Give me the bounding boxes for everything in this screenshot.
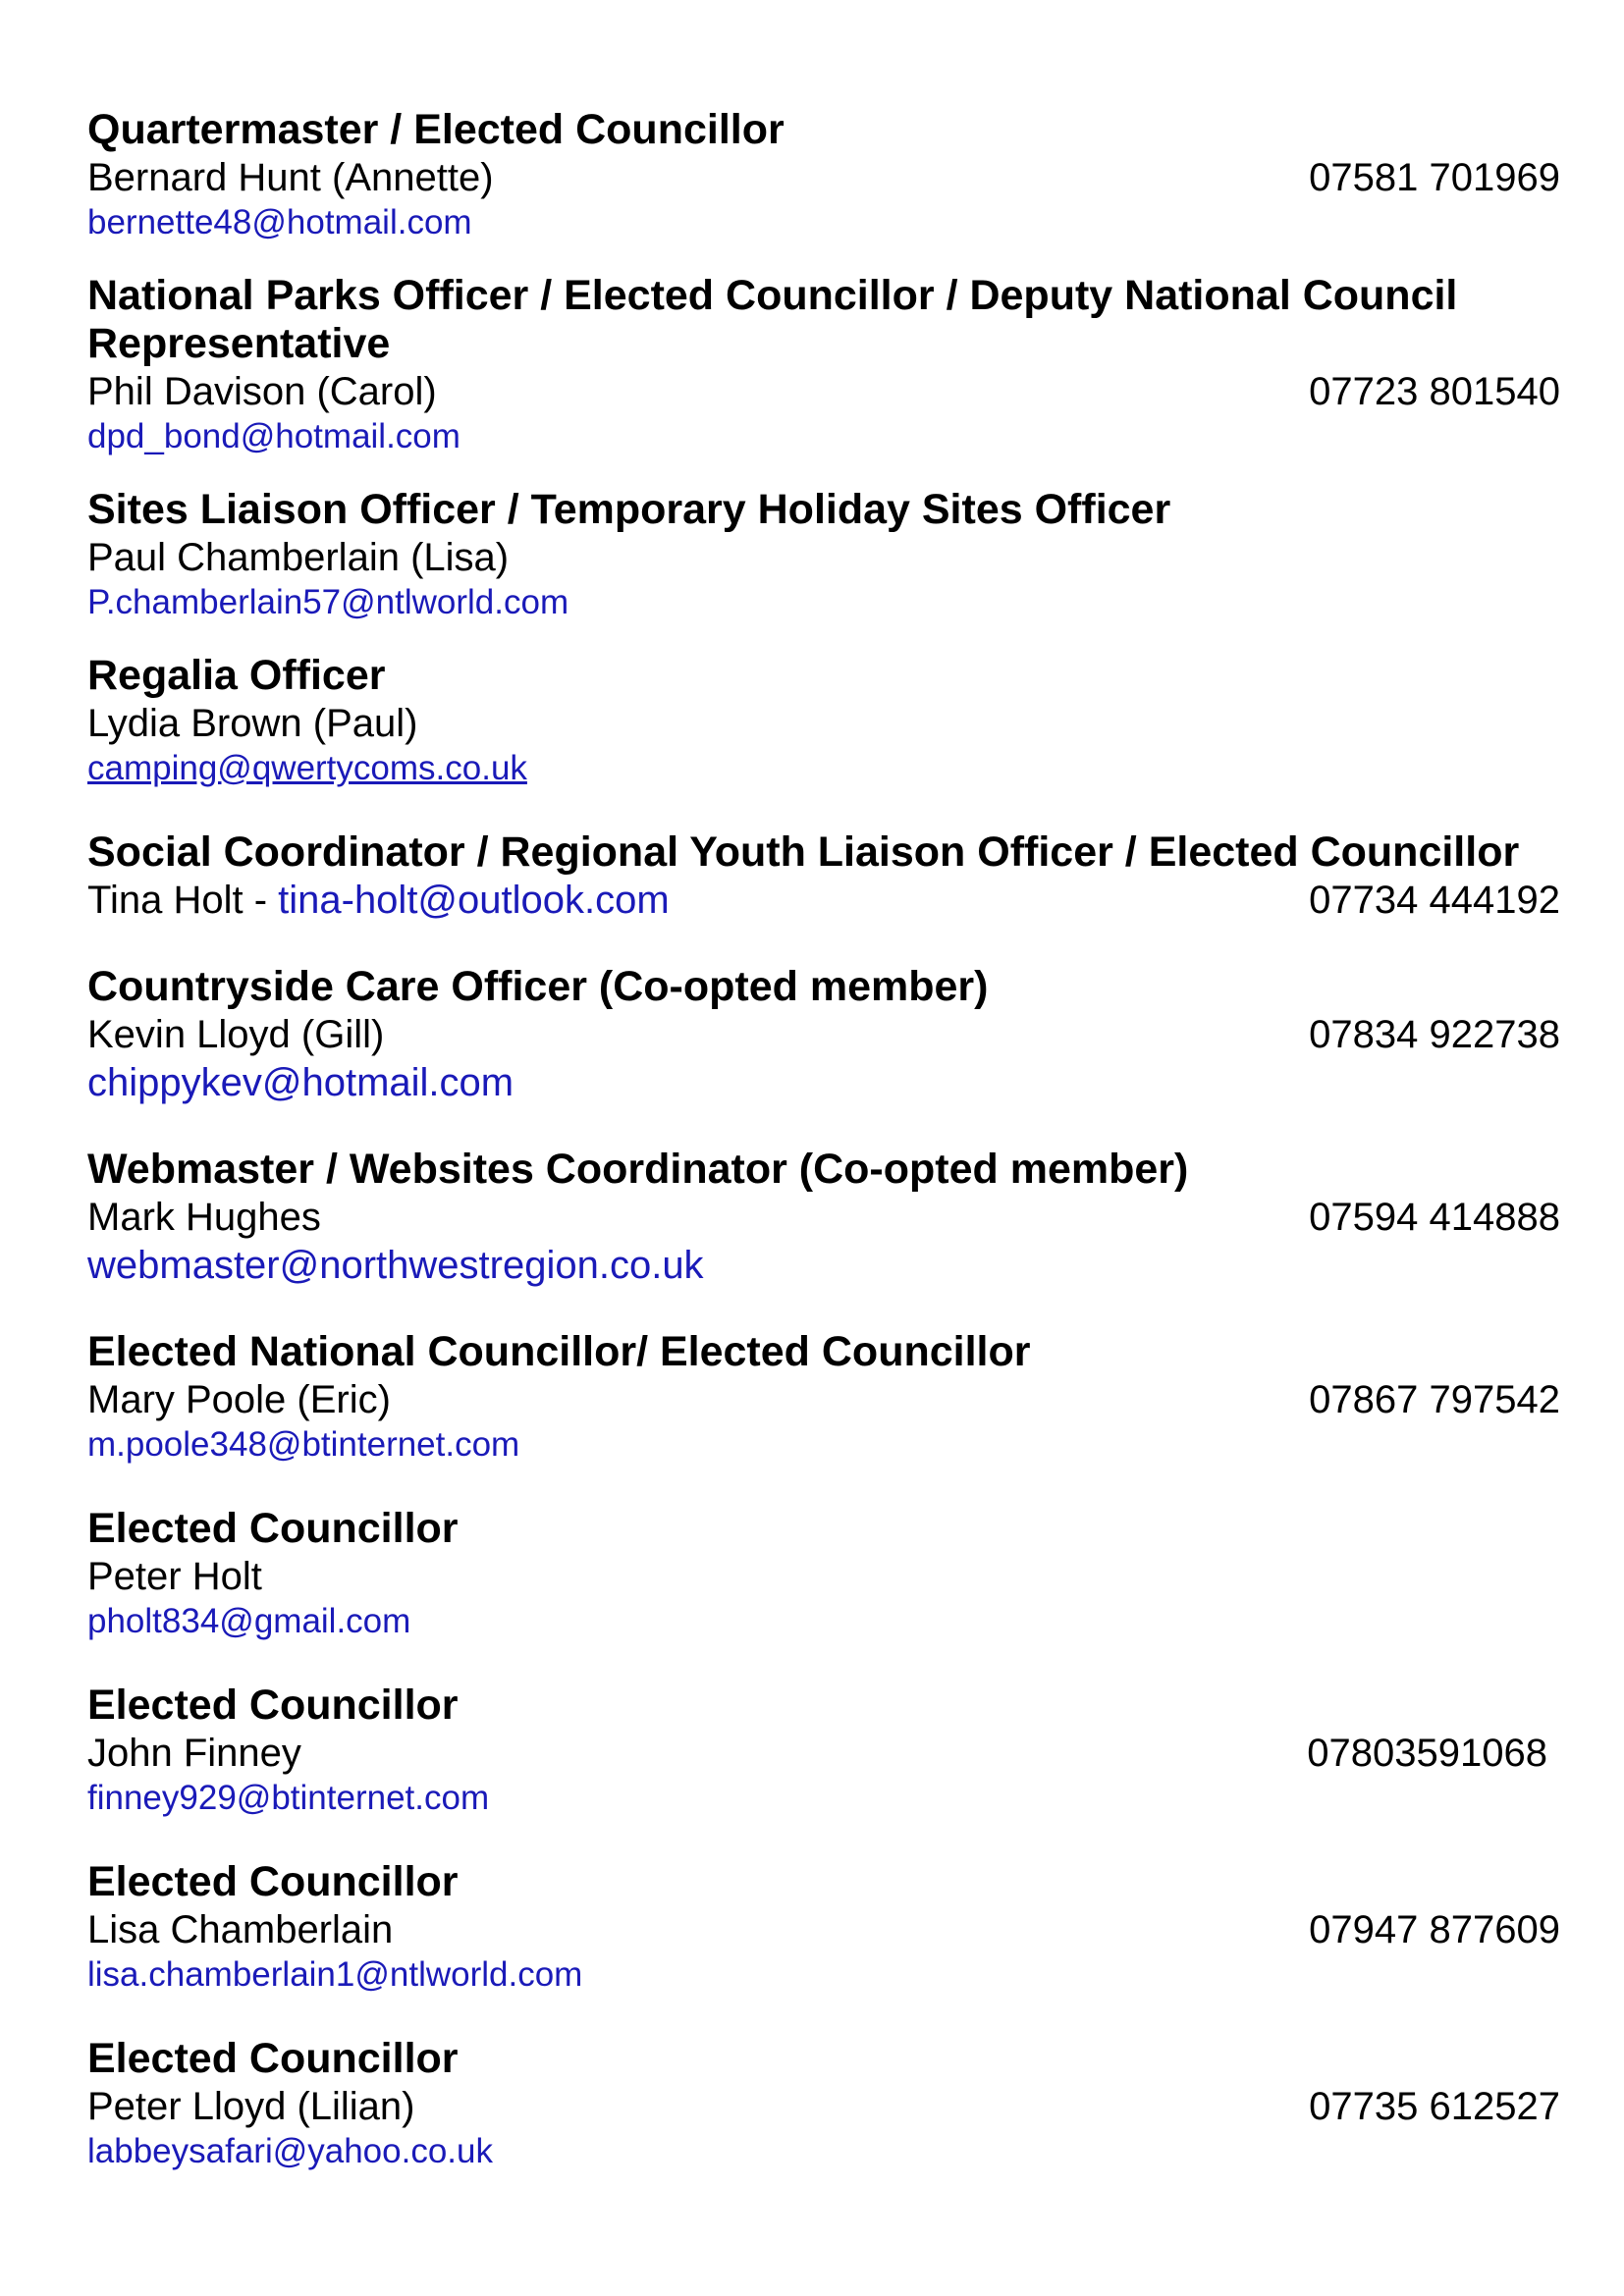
contact-name-line — [87, 154, 1560, 201]
email-link[interactable]: bernette48@hotmail.com — [87, 203, 472, 241]
contact-name-line — [87, 1376, 1560, 1423]
contact-name: Tina Holt — [87, 879, 244, 922]
contact-name: Kevin Lloyd (Gill) — [87, 1013, 385, 1056]
contact-entry — [87, 1858, 1560, 2035]
role-title: Elected National Councillor/ Elected Councillor — [87, 1328, 1031, 1375]
role-title: Elected Councillor — [87, 2035, 459, 2082]
role-title: Elected Councillor — [87, 1858, 459, 1905]
contact-name-line — [87, 368, 1560, 415]
phone-number: 07803591068 — [1307, 1732, 1547, 1775]
phone-number: 07947 877609 — [1309, 1908, 1560, 1951]
phone-number: 07735 612527 — [1309, 2085, 1560, 2128]
contact-name: Peter Holt — [87, 1555, 262, 1598]
email-link[interactable]: chippykev@hotmail.com — [87, 1061, 514, 1104]
contact-name: Paul Chamberlain (Lisa) — [87, 536, 510, 579]
phone-number: 07594 414888 — [1309, 1196, 1560, 1239]
email-link[interactable]: labbeysafari@yahoo.co.uk — [87, 2132, 493, 2170]
contact-name: Peter Lloyd (Lilian) — [87, 2085, 415, 2128]
email-link[interactable]: lisa.chamberlain1@ntlworld.com — [87, 1955, 583, 1994]
contact-name-line — [87, 877, 1560, 924]
name-separator: - — [243, 879, 279, 922]
contact-name-line — [87, 1553, 1560, 1600]
phone-number: 07581 701969 — [1309, 156, 1560, 199]
role-title: Elected Councillor — [87, 1682, 459, 1729]
email-link[interactable]: pholt834@gmail.com — [87, 1602, 411, 1640]
role-title: Countryside Care Officer (Co-opted member) — [87, 963, 989, 1010]
contact-name: Bernard Hunt (Annette) — [87, 156, 494, 199]
contact-name: Phil Davison (Carol) — [87, 370, 437, 413]
role-title: Sites Liaison Officer / Temporary Holiday Sites Officer — [87, 486, 1171, 533]
contact-list — [87, 106, 1560, 2192]
contact-entry — [87, 272, 1560, 486]
role-title: Social Coordinator / Regional Youth Liaison Officer / Elected Councillor — [87, 828, 1520, 876]
email-link[interactable]: tina-holt@outlook.com — [278, 879, 670, 922]
role-title: Quartermaster / Elected Councillor — [87, 106, 785, 153]
contact-entry — [87, 1505, 1560, 1682]
email-link[interactable]: P.chamberlain57@ntlworld.com — [87, 583, 569, 621]
contact-name-line — [87, 1906, 1560, 1953]
email-link[interactable]: m.poole348@btinternet.com — [87, 1425, 520, 1464]
contact-name: Lydia Brown (Paul) — [87, 702, 418, 745]
role-title: National Parks Officer / Elected Councillor / Deputy National Council Representative — [87, 272, 1458, 367]
phone-number: 07867 797542 — [1309, 1378, 1560, 1421]
contact-entry — [87, 1682, 1560, 1858]
phone-number: 07734 444192 — [1309, 879, 1560, 922]
contact-name-line — [87, 1011, 1560, 1058]
contact-name-line — [87, 700, 1560, 747]
email-link[interactable]: camping@qwertycoms.co.uk — [87, 749, 527, 787]
contact-name-line — [87, 1730, 1560, 1777]
contact-name-line — [87, 2083, 1560, 2130]
role-title: Webmaster / Websites Coordinator (Co-opted member) — [87, 1146, 1189, 1193]
email-link[interactable]: dpd_bond@hotmail.com — [87, 417, 460, 455]
email-link[interactable]: finney929@btinternet.com — [87, 1779, 490, 1817]
contact-name: Lisa Chamberlain — [87, 1908, 394, 1951]
contact-entry — [87, 486, 1560, 652]
contact-name: John Finney — [87, 1732, 301, 1775]
phone-number: 07834 922738 — [1309, 1013, 1560, 1056]
contact-name-line — [87, 1194, 1560, 1241]
contact-entry — [87, 2035, 1560, 2192]
phone-number: 07723 801540 — [1309, 370, 1560, 413]
contact-entry — [87, 1328, 1560, 1505]
contact-entry — [87, 828, 1560, 963]
contact-entry — [87, 1146, 1560, 1328]
role-title: Regalia Officer — [87, 652, 386, 699]
contact-name: Mark Hughes — [87, 1196, 321, 1239]
role-title: Elected Councillor — [87, 1505, 459, 1552]
contact-name-line — [87, 534, 1560, 581]
contact-name: Mary Poole (Eric) — [87, 1378, 391, 1421]
contact-entry — [87, 963, 1560, 1146]
email-link[interactable]: webmaster@northwestregion.co.uk — [87, 1244, 704, 1287]
contact-entry — [87, 106, 1560, 272]
contact-entry — [87, 652, 1560, 828]
